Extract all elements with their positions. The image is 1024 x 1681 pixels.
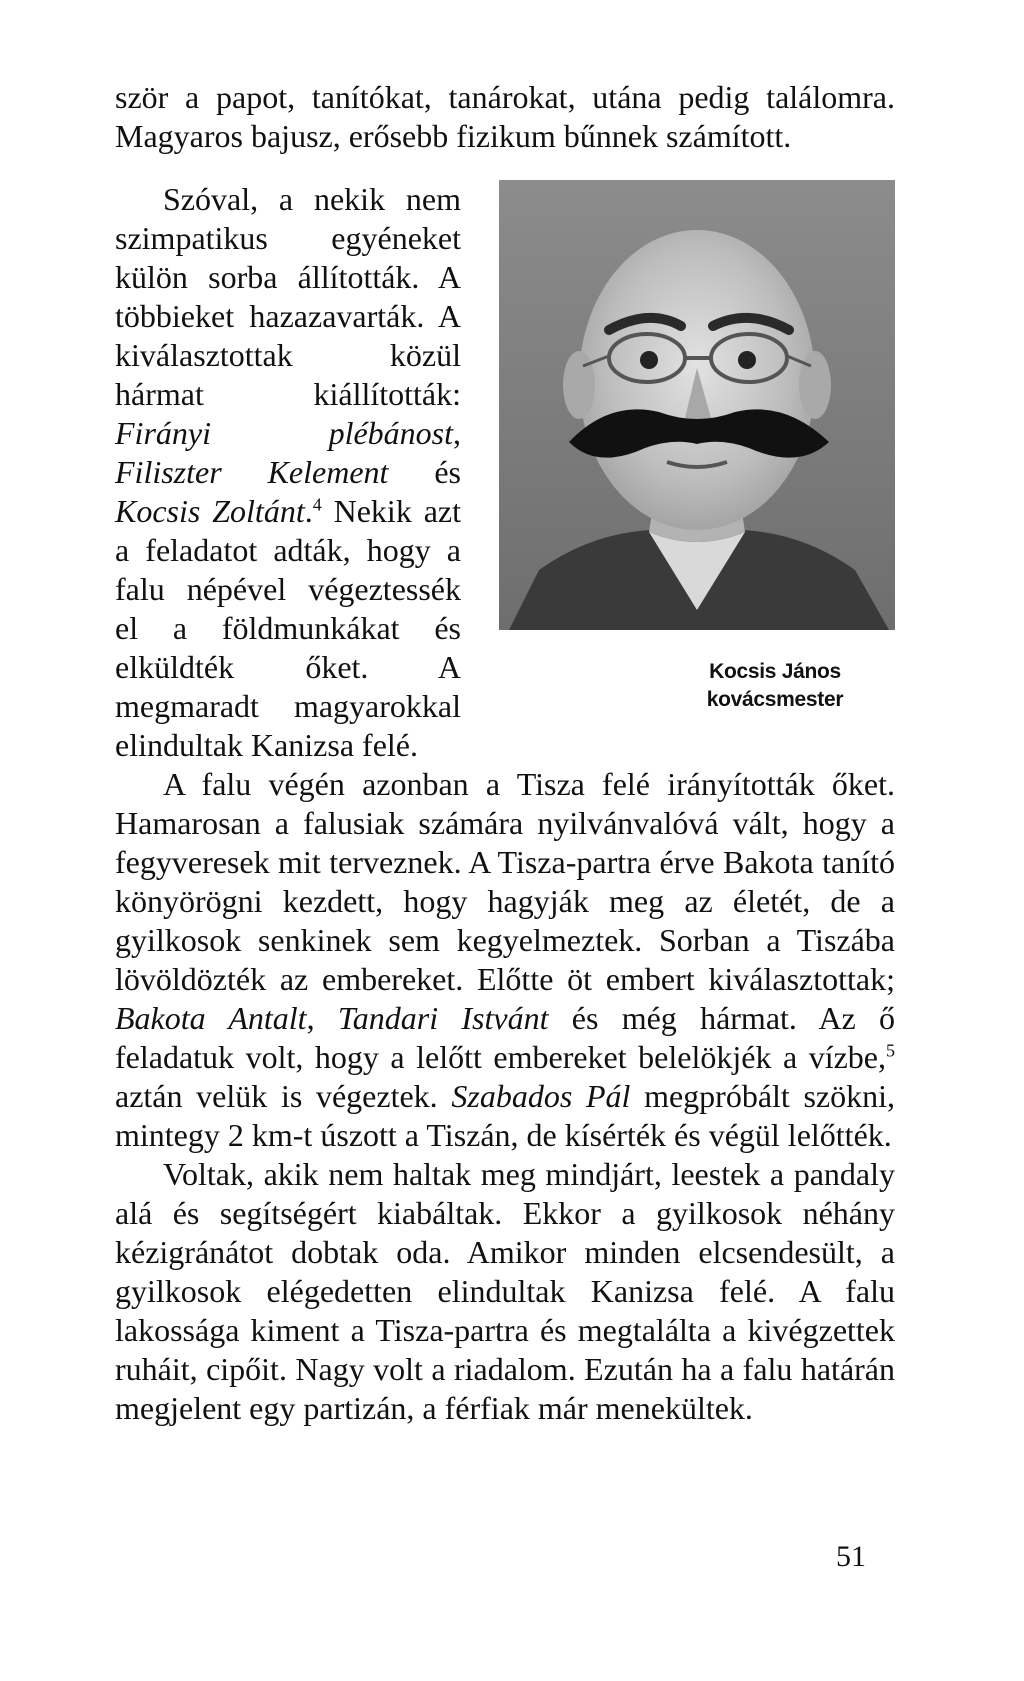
page-number: 51 — [836, 1540, 866, 1573]
text-flow — [115, 180, 895, 1428]
person-name: Filiszter Kelement — [115, 454, 389, 490]
paragraph-continued — [115, 78, 895, 156]
paragraph-2: A falu végén azonban a Tisza felé irányították őket. Hamarosan a falusiak számára nyilvánvalóvá vált, hogy a fegyveresek mit terveznek. A Tisza-partra érve Bakota tanító könyörögni kezdett, hogy hagyják meg az életét, de a gyilkosok senkinek sem kegyelmeztek. Sorban a Tiszába lövöldözték az embereket. Előtte öt embert kiválasztottak; Bakota Antalt, Tandari Istvánt és még hármat. Az ő feladatuk volt, hogy a lelőtt embereket belelökjék a vízbe,$^5$ aztán velük is végeztek. Szabados Pál megpróbált szökni, mintegy 2 km-t úszott a Tiszán, de kísérték és végül lelőtték. — [115, 766, 896, 1153]
paragraph-3: Voltak, akik nem haltak meg mindjárt, leestek a pandaly alá és segítségért kiabáltak. Ekkor a gyilkosok néhány kézigránátot dobtak oda. Amikor minden elcsendesült, a gyilkosok elégedetten elindultak Kanizsa felé. A falu lakossága kiment a Tisza-partra és megtalálta a kivégzettek ruháit, cipőit. Nagy volt a riadalom. Ezután ha a falu határán megjelent egy partizán, a férfiak már menekültek. — [115, 1156, 895, 1426]
photo-caption — [655, 658, 895, 714]
portrait-image-icon — [499, 180, 895, 630]
person-name: Kocsis Zoltánt — [115, 493, 305, 529]
person-name: Bakota Antalt — [115, 1000, 307, 1036]
person-name: Tandari Istvánt — [337, 1000, 549, 1036]
paragraph-text: ször a papot, tanítókat, tanárokat, utána pedig találomra. Magyaros bajusz, erősebb fizikum bűnnek számított. — [115, 79, 895, 154]
caption-name: Kocsis János — [709, 660, 841, 683]
paragraph-1: Szóval, a nekik nem szimpatikus egyéneket külön sorba állították. A többieket hazazavarták. A kiválasztottak közül hármat kiállították: Firányi plébánost, Filiszter Kelement és Kocsis Zoltánt.$^4$ Nekik azt a feladatot adták, hogy a falu népével végeztessék el a földmunkákat és elküldték őket. A megmaradt magyarokkal elindultak Kanizsa felé. — [115, 181, 462, 763]
caption-title: kovácsmester — [706, 688, 844, 711]
portrait-photo — [499, 180, 895, 630]
person-name: Szabados Pál — [451, 1078, 631, 1114]
person-name: Firányi plébánost — [115, 415, 453, 451]
footnote-marker: 5 — [886, 1040, 895, 1061]
footnote-marker: 4 — [312, 494, 322, 515]
photo-figure — [483, 180, 895, 724]
